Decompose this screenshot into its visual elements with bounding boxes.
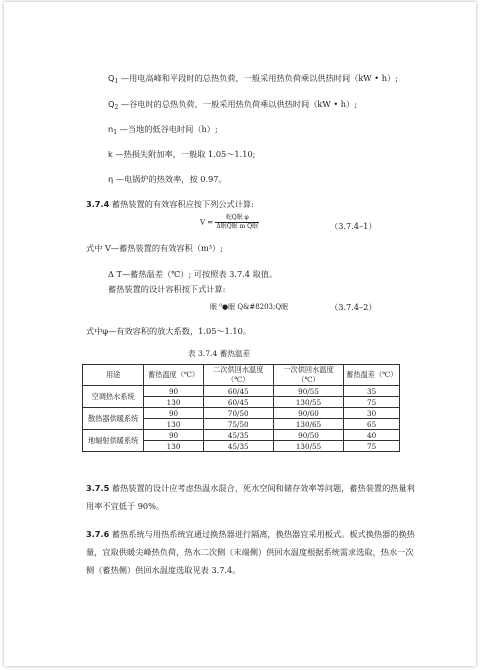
table-cell: 90: [144, 386, 203, 397]
table-row: [83, 386, 400, 397]
table-cell: 70/50: [203, 408, 273, 419]
table-cell-use: 地辐射供暖系统: [83, 430, 144, 452]
def-q2: $Q_2$ —谷电时的总热负荷，一般采用热负荷乘以供热时间（kW • h）;: [108, 99, 358, 111]
table-cell: 30: [344, 408, 400, 419]
table-header: 蓄热温度（℃）: [144, 365, 203, 386]
section-3-7-6-line2: 量，宜取供暖尖峰热负荷，热水二次侧（末端侧）供回水温度根据系统需求选取，热水一次: [86, 547, 414, 557]
formula-3-7-4-2: 眠 ⁰●眠 Q&#8203;Q眠: [210, 303, 289, 311]
table-cell: 40: [344, 430, 400, 441]
table-header: 用途: [83, 365, 144, 386]
heat-storage-table: [82, 364, 400, 452]
table-header-row: [83, 365, 400, 386]
table-cell: 130/55: [273, 397, 343, 408]
section-3-7-6-line1: 3.7.6 蓄热系统与用热系统宜通过换热器进行隔离，换热器宜采用板式。板式换热器的换热: [86, 529, 415, 539]
table-cell: 130/55: [273, 441, 343, 452]
section-3-7-4: 3.7.4 蓄热装置的有效容积应按下列公式计算:: [86, 199, 254, 209]
section-3-7-5-line2: 用率不宜低于 90%。: [86, 501, 165, 511]
table-caption: 表 3.7.4 蓄热温差: [188, 349, 251, 358]
def-q1: $Q_1$ —用电高峰和平段时的总热负荷，一般采用热负荷乘以供热时间（kW • h）;: [108, 73, 398, 85]
table-cell: 90/55: [273, 386, 343, 397]
formula-fraction: $\frac{\text{蛇Q眠 φ}}{\text{Δ眠Q眠 m Q眠}}$: [216, 214, 259, 230]
table-cell-use: 空调热水系统: [83, 386, 144, 408]
table-header: 二次供回水温度（℃）: [203, 365, 273, 386]
table-cell: 130: [144, 419, 203, 430]
formula-3-7-4-1: V = $\frac{\text{蛇Q眠 φ}}{\text{Δ眠Q眠 m Q眠}}$: [200, 214, 259, 230]
def-eta: η —电锅炉的热效率，按 0.97。: [108, 174, 227, 184]
table-cell: 75/50: [203, 419, 273, 430]
table-cell: 75: [344, 397, 400, 408]
formula-number-2: （3.7.4–2）: [330, 302, 377, 312]
def-n1: $n_1$ —当地的低谷电时间（h）;: [108, 124, 218, 136]
table-cell: 60/45: [203, 397, 273, 408]
table-row: [83, 408, 400, 419]
design-volume-intro: 蓄热装置的设计容积按下式计算:: [108, 284, 226, 294]
table-cell: 45/35: [203, 430, 273, 441]
section-3-7-5-line1: 3.7.5 蓄热装置的设计应考虑热温水混合、死水空间和储存效率等问题，蓄热装置的热量利: [86, 483, 415, 493]
section-3-7-6-line3: 侧（蓄热侧）供回水温度选取见表 3.7.4。: [86, 565, 241, 575]
table-cell: 130/65: [273, 419, 343, 430]
def-k: k —热损失附加率，一般取 1.05～1.10;: [108, 149, 256, 159]
table-row: [83, 430, 400, 441]
delta-t-def: Δ T—蓄热温差（℃）; 可按照表 3.7.4 取值。: [108, 269, 278, 279]
where-v: 式中 V—蓄热装置的有效容积（m³）;: [86, 243, 223, 253]
table-cell: 90: [144, 430, 203, 441]
table-cell: 35: [344, 386, 400, 397]
table-header: 一次供回水温度（℃）: [273, 365, 343, 386]
table-cell: 75: [344, 441, 400, 452]
table-cell: 65: [344, 419, 400, 430]
table-cell: 45/35: [203, 441, 273, 452]
document-page: [4, 2, 476, 666]
table-cell: 60/45: [203, 386, 273, 397]
where-phi: 式中φ—有效容积的放大系数，1.05～1.10。: [86, 326, 252, 336]
table-cell-use: 散热器供暖系统: [83, 408, 144, 430]
table-cell: 90/50: [273, 430, 343, 441]
table-cell: 90: [144, 408, 203, 419]
formula-number-1: （3.7.4–1）: [330, 221, 377, 231]
table-cell: 130: [144, 397, 203, 408]
table-cell: 90/60: [273, 408, 343, 419]
table-header: 蓄热温差（℃）: [344, 365, 400, 386]
table-cell: 130: [144, 441, 203, 452]
